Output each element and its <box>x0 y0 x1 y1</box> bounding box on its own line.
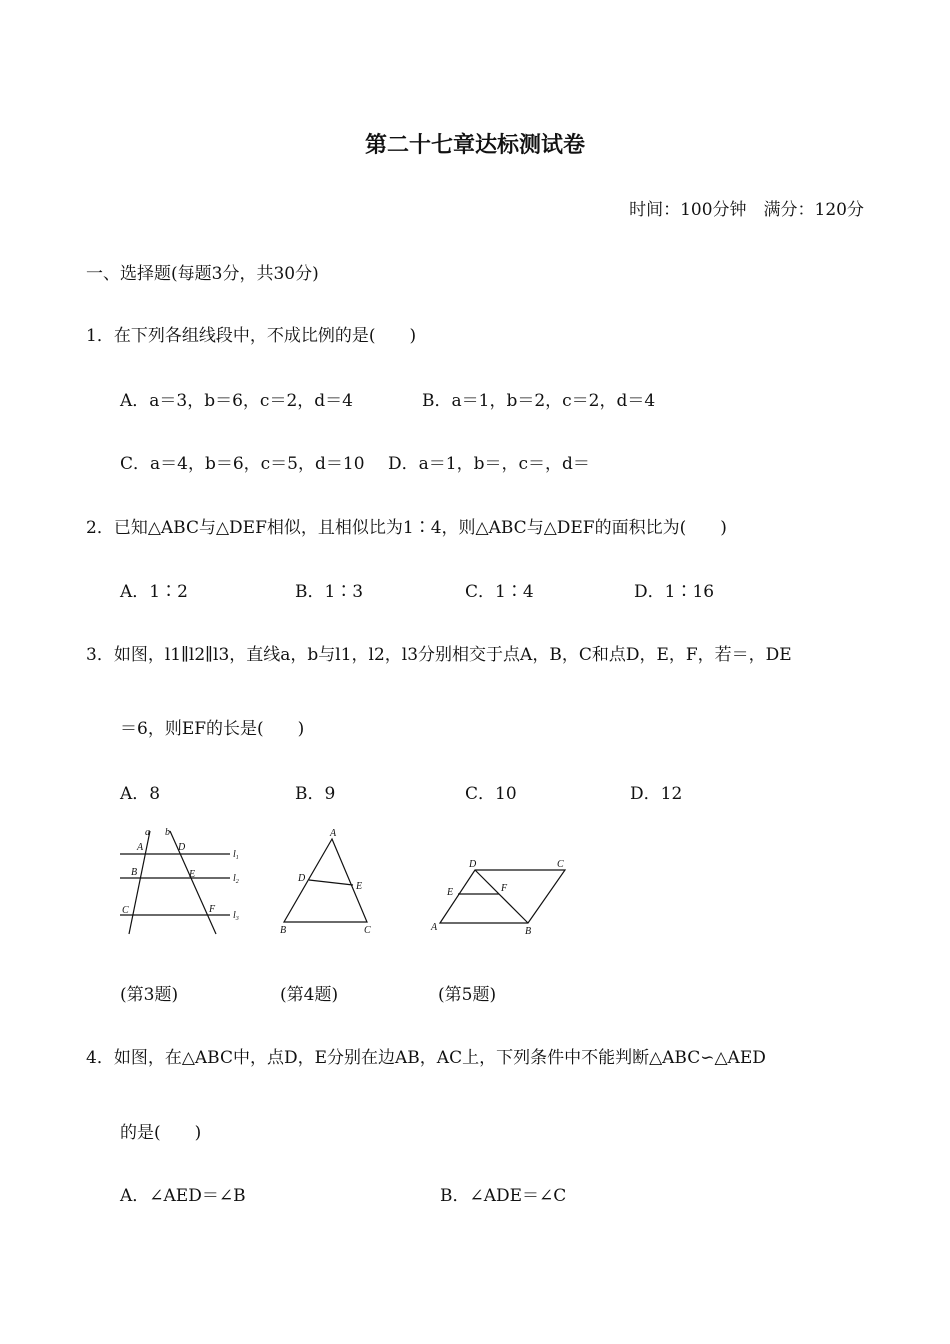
q4-option-b: B．∠ADE＝∠C <box>440 1186 567 1206</box>
label-l2: $l_2$ <box>233 873 239 885</box>
q2-option-b: B．1∶3 <box>295 582 364 602</box>
q3-option-c: C．10 <box>465 784 517 804</box>
q3-option-d: D．12 <box>630 784 683 804</box>
caption-fig4: (第4题) <box>280 985 339 1005</box>
q2-option-d: D．1∶16 <box>634 582 715 602</box>
label-D: D <box>178 842 186 853</box>
caption-fig3: (第3题) <box>120 985 179 1005</box>
label-E: E <box>447 887 454 898</box>
label-E: E <box>356 881 363 892</box>
exam-meta: 时间：100分钟 满分：120分 <box>629 200 864 220</box>
label-A: A <box>431 922 438 933</box>
q3-option-a: A．8 <box>120 784 161 804</box>
label-C: C <box>364 925 371 936</box>
label-A: A <box>137 842 144 853</box>
q4-stem-line2: 的是( ) <box>120 1123 202 1143</box>
figure-q5 <box>425 848 585 943</box>
caption-fig5: (第5题) <box>438 985 497 1005</box>
q3-stem-line2: ＝6，则EF的长是( ) <box>120 719 305 739</box>
label-B: B <box>525 926 532 937</box>
q4-option-a: A．∠AED＝∠B <box>120 1186 246 1206</box>
transversal-b <box>170 831 216 934</box>
label-B: B <box>131 867 138 878</box>
q1-option-a: A．a＝3，b＝6，c＝2，d＝4 <box>120 391 353 411</box>
label-D: D <box>298 873 306 884</box>
label-l1: $l_1$ <box>233 849 239 861</box>
diagonal-db <box>475 870 528 923</box>
segment-de <box>309 880 353 885</box>
label-a: a <box>145 827 150 838</box>
label-F: F <box>501 883 508 894</box>
figure-q4 <box>272 825 382 940</box>
q1-option-d: D．a＝1，b＝，c＝，d＝ <box>388 454 590 474</box>
q2-option-c: C．1∶4 <box>465 582 534 602</box>
q4-stem-line1: 4．如图，在△ABC中，点D，E分别在边AB，AC上，下列条件中不能判断△ABC∽△AED <box>86 1048 766 1068</box>
label-F: F <box>209 904 216 915</box>
q1-stem: 1．在下列各组线段中，不成比例的是( ) <box>86 326 417 346</box>
label-C: C <box>557 859 564 870</box>
q1-option-b: B．a＝1，b＝2，c＝2，d＝4 <box>422 391 656 411</box>
figure-q3 <box>112 825 252 940</box>
triangle-abc <box>284 839 367 922</box>
q2-option-a: A．1∶2 <box>120 582 188 602</box>
label-D: D <box>469 859 477 870</box>
section-heading: 一、选择题(每题3分，共30分) <box>86 264 319 284</box>
q3-stem-line1: 3．如图，l1∥l2∥l3，直线a，b与l1，l2，l3分别相交于点A，B，C和点D，E，F，若＝，DE <box>86 645 792 665</box>
label-B: B <box>280 925 287 936</box>
page-title: 第二十七章达标测试卷 <box>364 132 585 158</box>
label-b: b <box>165 827 170 838</box>
label-l3: $l_3$ <box>233 910 239 922</box>
label-C: C <box>122 905 129 916</box>
q2-stem: 2．已知△ABC与△DEF相似，且相似比为1∶4，则△ABC与△DEF的面积比为( ) <box>86 518 727 538</box>
label-E: E <box>189 869 196 880</box>
label-A: A <box>330 828 337 839</box>
parallelogram-abcd <box>440 870 565 923</box>
q1-option-c: C．a＝4，b＝6，c＝5，d＝10 <box>120 454 365 474</box>
q3-option-b: B．9 <box>295 784 336 804</box>
